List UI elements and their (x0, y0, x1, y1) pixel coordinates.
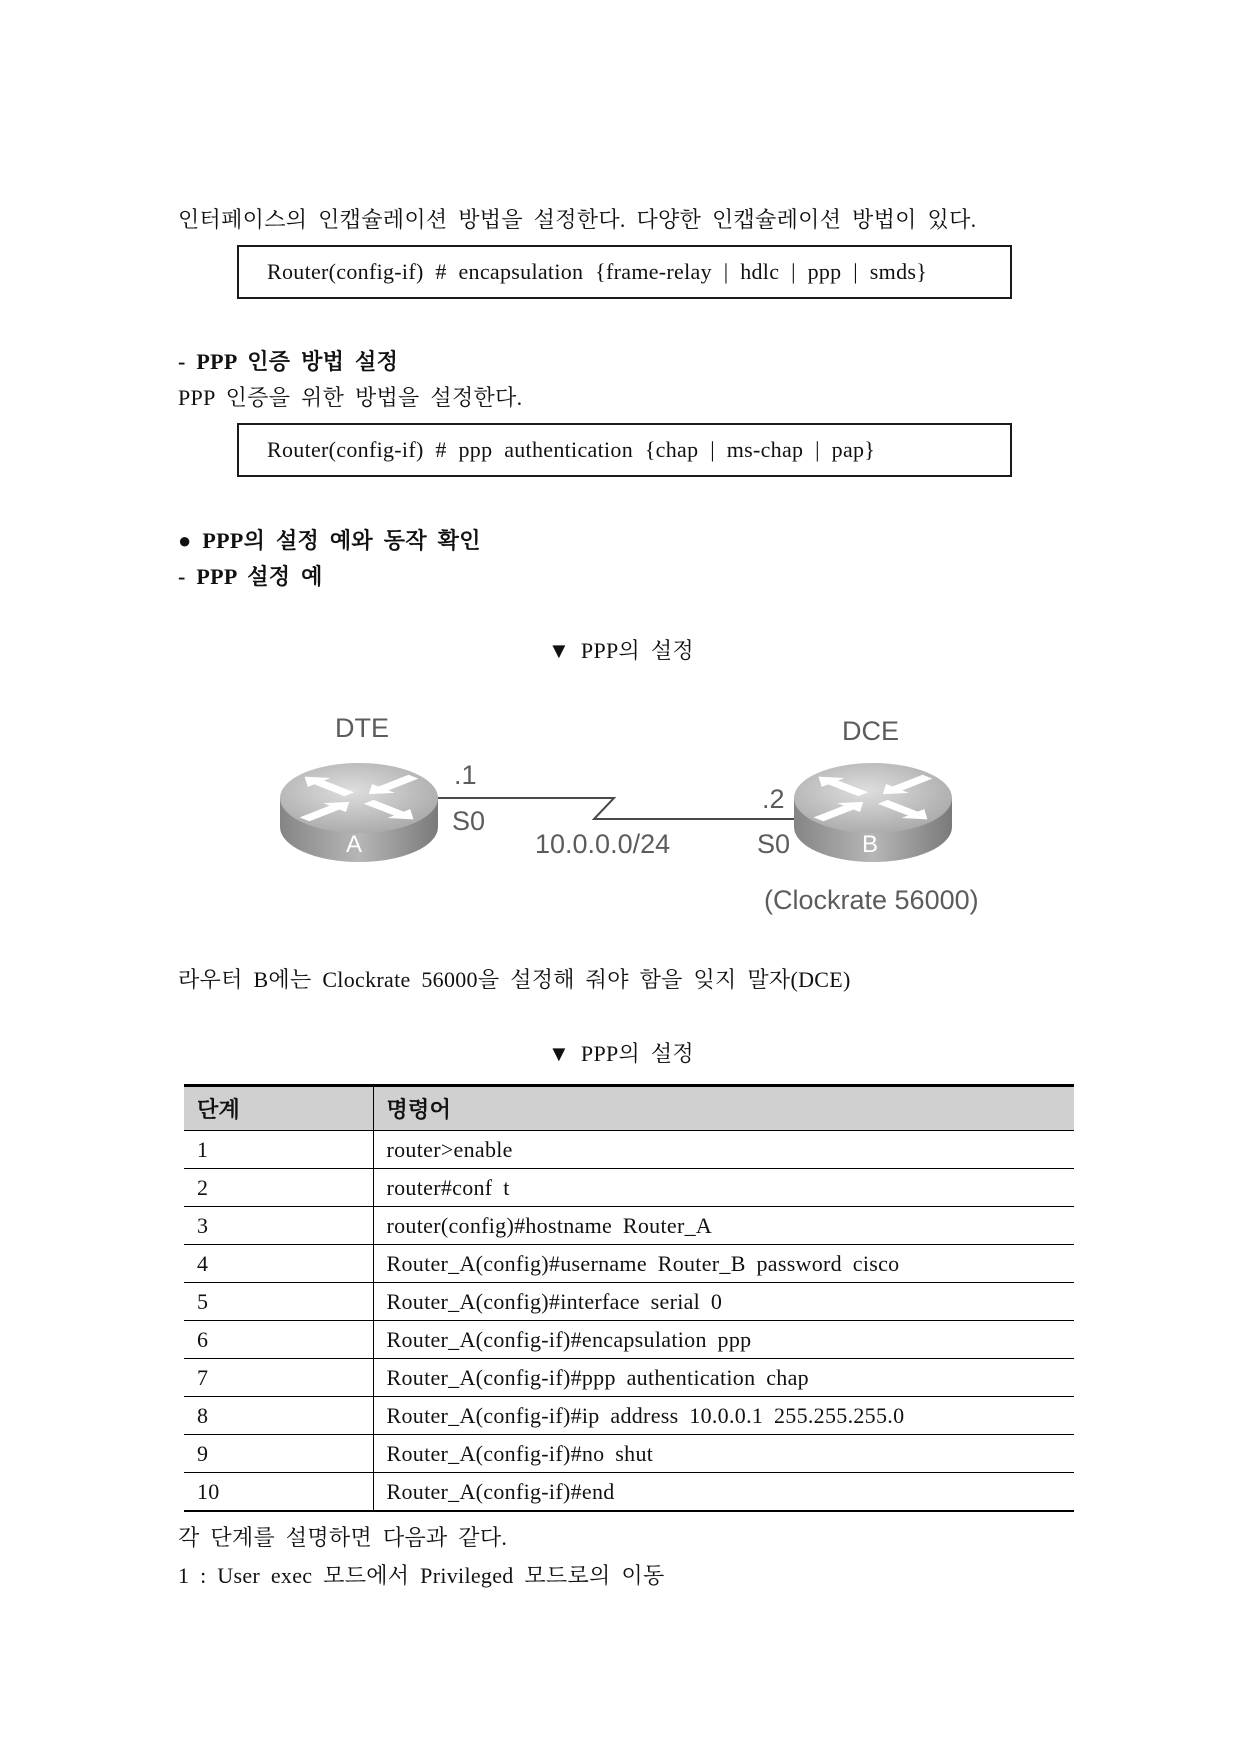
table-row (184, 1245, 1074, 1283)
ppp-auth-heading: - PPP 인증 방법 설정 (178, 349, 399, 374)
ppp-topology-diagram (265, 698, 1005, 923)
step-number: 7 (184, 1359, 373, 1397)
clockrate-note: 라우터 B에는 Clockrate 56000을 설정해 줘야 함을 잊지 말자(DCE) (178, 967, 851, 992)
router-a-address: .1 (454, 760, 477, 790)
table-row (184, 1169, 1074, 1207)
table-row (184, 1283, 1074, 1321)
table-row (184, 1207, 1074, 1245)
ppp-example-subheading: - PPP 설정 예 (178, 564, 323, 589)
table-row (184, 1131, 1074, 1169)
ppp-config-steps-table (184, 1084, 1074, 1512)
router-a-interface: S0 (452, 806, 486, 836)
ppp-auth-description: PPP 인증을 위한 방법을 설정한다. (178, 385, 523, 410)
router-b-role: DCE (842, 716, 900, 746)
router-b-address: .2 (762, 784, 785, 814)
ppp-example-heading: ● PPP의 설정 예와 동작 확인 (178, 528, 481, 553)
step-command: Router_A(config-if)#ip address 10.0.0.1 255.255.255.0 (373, 1397, 1074, 1435)
step-command: Router_A(config)#interface serial 0 (373, 1283, 1074, 1321)
step-command: Router_A(config-if)#encapsulation ppp (373, 1321, 1074, 1359)
router-a-label: A (345, 831, 363, 858)
table-row (184, 1435, 1074, 1473)
step-command: router>enable (373, 1131, 1074, 1169)
router-b-icon (794, 763, 952, 862)
step-number: 2 (184, 1169, 373, 1207)
step-command: Router_A(config)#username Router_B password cisco (373, 1245, 1074, 1283)
router-b-interface: S0 (757, 829, 791, 859)
explanation-step-1: 1 : User exec 모드에서 Privileged 모드로의 이동 (178, 1563, 665, 1588)
step-number: 6 (184, 1321, 373, 1359)
network-label: 10.0.0.0/24 (535, 829, 671, 859)
step-number: 1 (184, 1131, 373, 1169)
table-caption: ▼ PPP의 설정 (548, 1041, 694, 1066)
step-command: Router_A(config-if)#end (373, 1473, 1074, 1512)
table-row (184, 1473, 1074, 1512)
explanation-intro: 각 단계를 설명하면 다음과 같다. (178, 1525, 508, 1550)
step-command: router(config)#hostname Router_A (373, 1207, 1074, 1245)
step-number: 8 (184, 1397, 373, 1435)
encapsulation-description: 인터페이스의 인캡슐레이션 방법을 설정한다. 다양한 인캡슐레이션 방법이 있다. (178, 207, 977, 232)
step-command: Router_A(config-if)#ppp authentication chap (373, 1359, 1074, 1397)
router-a-icon (280, 763, 438, 862)
table-row (184, 1321, 1074, 1359)
router-a-role: DTE (335, 713, 389, 743)
ppp-auth-command-box (237, 423, 1012, 477)
header-step: 단계 (184, 1086, 373, 1131)
step-number: 5 (184, 1283, 373, 1321)
step-command: router#conf t (373, 1169, 1074, 1207)
serial-link (438, 798, 794, 819)
ppp-auth-command-text: Router(config-if) # ppp authentication {chap | ms-chap | pap} (267, 437, 876, 462)
table-header-row (184, 1086, 1074, 1131)
header-command: 명령어 (373, 1086, 1074, 1131)
step-number: 10 (184, 1473, 373, 1512)
table-row (184, 1397, 1074, 1435)
step-number: 3 (184, 1207, 373, 1245)
router-b-label: B (861, 831, 879, 858)
encapsulation-command-text: Router(config-if) # encapsulation {frame-relay | hdlc | ppp | smds} (267, 259, 928, 284)
figure-caption: ▼ PPP의 설정 (548, 638, 694, 663)
step-number: 9 (184, 1435, 373, 1473)
table-row (184, 1359, 1074, 1397)
encapsulation-command-box (237, 245, 1012, 299)
step-number: 4 (184, 1245, 373, 1283)
router-b-clockrate-note: (Clockrate 56000) (764, 885, 979, 915)
step-command: Router_A(config-if)#no shut (373, 1435, 1074, 1473)
